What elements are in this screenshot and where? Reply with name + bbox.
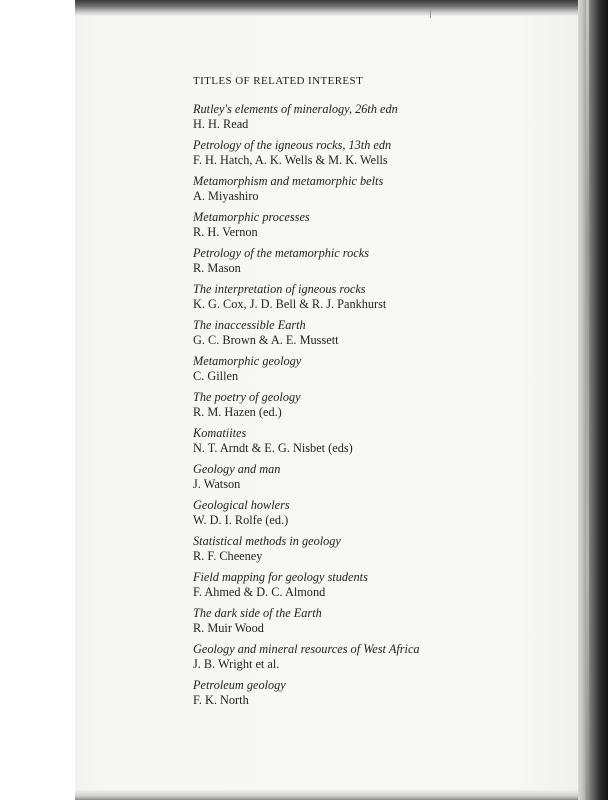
book-title: Petroleum geology (193, 678, 286, 692)
book-author: J. Watson (193, 477, 241, 491)
book-author: F. H. Hatch, A. K. Wells & M. K. Wells (193, 153, 388, 167)
book-author: R. Mason (193, 261, 241, 275)
book-title: Metamorphic processes (193, 210, 310, 224)
list-item (193, 606, 573, 636)
list-item (193, 498, 573, 528)
scan-margin-left (0, 0, 75, 800)
list-item (193, 210, 573, 240)
book-title: The dark side of the Earth (193, 606, 322, 620)
list-heading: TITLES OF RELATED INTEREST (193, 75, 364, 87)
list-item (193, 534, 573, 564)
page-bottom-shadow (75, 790, 595, 800)
book-author: R. M. Hazen (ed.) (193, 405, 282, 419)
list-item (193, 462, 573, 492)
book-author: R. F. Cheeney (193, 549, 263, 563)
list-item (193, 390, 573, 420)
book-title: Komatiites (193, 426, 247, 440)
book-author: G. C. Brown & A. E. Mussett (193, 333, 339, 347)
book-author: R. H. Vernon (193, 225, 258, 239)
book-title: The poetry of geology (193, 390, 301, 404)
list-item (193, 318, 573, 348)
list-item (193, 642, 573, 672)
book-author: F. K. North (193, 693, 249, 707)
book-author: W. D. I. Rolfe (ed.) (193, 513, 289, 527)
book-author: R. Muir Wood (193, 621, 264, 635)
book-author: J. B. Wright et al. (193, 657, 280, 671)
related-titles-list (193, 73, 573, 714)
list-item (193, 282, 573, 312)
page-top-shadow (75, 0, 595, 16)
book-title: Petrology of the igneous rocks, 13th edn (193, 138, 392, 152)
list-item (193, 354, 573, 384)
book-author: F. Ahmed & D. C. Almond (193, 585, 326, 599)
book-title: Petrology of the metamorphic rocks (193, 246, 369, 260)
book-author: A. Miyashiro (193, 189, 259, 203)
book-title: Metamorphism and metamorphic belts (193, 174, 384, 188)
list-item (193, 102, 573, 132)
list-item (193, 174, 573, 204)
book-author: C. Gillen (193, 369, 239, 383)
book-title: Rutley's elements of mineralogy, 26th edn (193, 102, 398, 116)
book-title: Statistical methods in geology (193, 534, 341, 548)
book-spine-edge (578, 0, 608, 800)
book-title: The inaccessible Earth (193, 318, 306, 332)
list-item (193, 138, 573, 168)
book-title: The interpretation of igneous rocks (193, 282, 366, 296)
list-item (193, 426, 573, 456)
list-item (193, 246, 573, 276)
book-title: Geology and man (193, 462, 281, 476)
book-author: H. H. Read (193, 117, 249, 131)
book-author: N. T. Arndt & E. G. Nisbet (eds) (193, 441, 353, 455)
book-spine-highlight (586, 0, 589, 800)
book-title: Geology and mineral resources of West Africa (193, 642, 420, 656)
book-title: Metamorphic geology (193, 354, 302, 368)
list-item (193, 678, 573, 708)
list-item (193, 570, 573, 600)
book-title: Field mapping for geology students (193, 570, 368, 584)
page-top-notch (430, 8, 431, 18)
book-title: Geological howlers (193, 498, 290, 512)
book-author: K. G. Cox, J. D. Bell & R. J. Pankhurst (193, 297, 387, 311)
